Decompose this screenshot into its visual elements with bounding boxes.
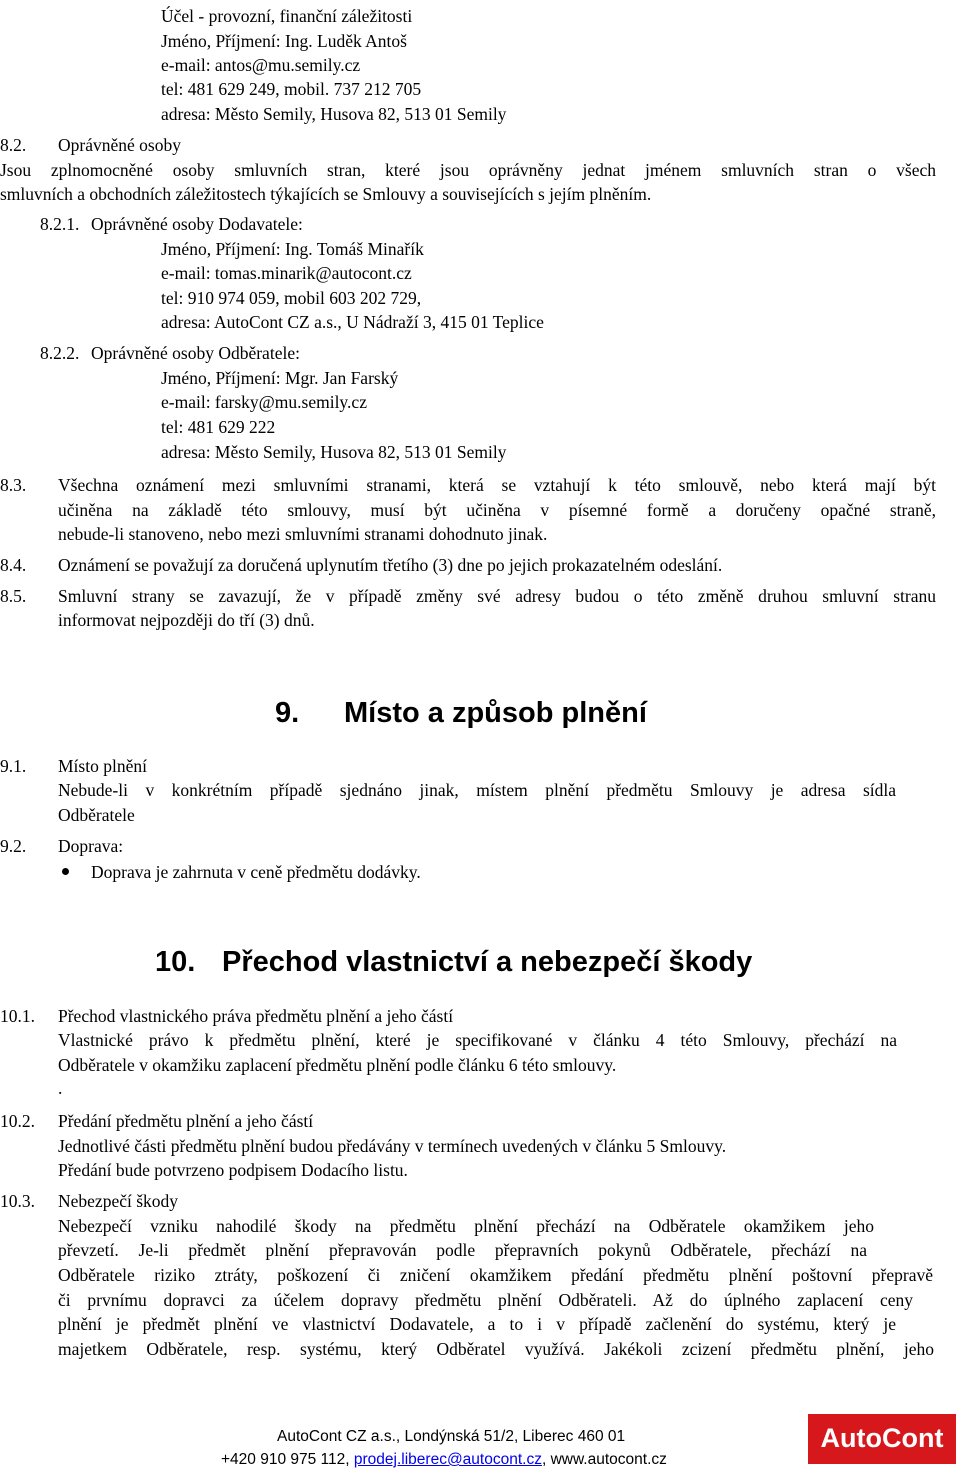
section-title: Přechod vlastnického práva předmětu plnění a jeho částí [58, 1006, 454, 1026]
section-title: Místo plnění [58, 756, 147, 776]
supplier-contact-phone: tel: 910 974 059, mobil 603 202 729, [161, 288, 422, 308]
section-title: Oprávněné osoby [58, 135, 181, 155]
logo-text: AutoCont [820, 1423, 944, 1453]
paragraph-line: smluvních a obchodních záležitostech týkajících se Smlouvy a souvisejících s jejím plněním. [0, 184, 652, 204]
customer-contact-name: Jméno, Příjmení: Mgr. Jan Farský [161, 368, 399, 388]
paragraph-line: Oznámení se považují za doručená uplynutím třetího (3) dne po jejich prokazatelném odeslání. [58, 555, 723, 575]
paragraph-line: Vlastnické právo k předmětu plnění, které je specifikované v článku 4 této Smlouvy, přechází na [58, 1030, 897, 1050]
section-number: 10.1. [0, 1006, 35, 1026]
section-number: 10.3. [0, 1191, 35, 1211]
paragraph-line: . [58, 1078, 63, 1098]
paragraph-line: majetkem Odběratele, resp. systému, který Odběratel využívá. Jakékoli zcizení předmětu plnění, jeho [58, 1339, 934, 1359]
paragraph-line: Odběratele riziko ztráty, poškození či zničení okamžikem předání předmětu plnění poštovní přepravě [58, 1265, 933, 1285]
paragraph-line: Odběratele v okamžiku zaplacení předmětu plnění podle článku 6 této smlouvy. [58, 1055, 617, 1075]
section-title: Nebezpečí škody [58, 1191, 179, 1211]
paragraph-line: Jednotlivé části předmětu plnění budou předávány v termínech uvedených v článku 5 Smlouvy. [58, 1136, 727, 1156]
supplier-contact-name: Jméno, Příjmení: Ing. Tomáš Minařík [161, 239, 424, 259]
customer-contact-phone: tel: 481 629 222 [161, 417, 276, 437]
section-number: 10.2. [0, 1111, 35, 1131]
heading-10-number: 10. [155, 946, 196, 978]
paragraph-line: Jsou zplnomocněné osoby smluvních stran, které jsou oprávněny jednat jménem smluvních stran o všech [0, 160, 936, 180]
paragraph-line: informovat nejpozději do tří (3) dnů. [58, 610, 315, 630]
bullet-icon [62, 868, 69, 875]
contact-name: Jméno, Příjmení: Ing. Luděk Antoš [161, 31, 407, 51]
subsection-title: Oprávněné osoby Odběratele: [91, 343, 300, 363]
heading-10-title: Přechod vlastnictví a nebezpečí škody [222, 946, 753, 978]
bullet-item: Doprava je zahrnuta v ceně předmětu dodávky. [91, 862, 421, 882]
section-number: 9.2. [0, 836, 27, 856]
section-title: Doprava: [58, 836, 124, 856]
supplier-contact-address: adresa: AutoCont CZ a.s., U Nádraží 3, 415 01 Teplice [161, 312, 544, 332]
section-number: 8.4. [0, 555, 27, 575]
contact-phone: tel: 481 629 249, mobil. 737 212 705 [161, 79, 422, 99]
autocont-logo [808, 1414, 956, 1464]
paragraph-line: nebude-li stanoveno, nebo mezi smluvními stranami dohodnuto jinak. [58, 524, 548, 544]
section-title: Předání předmětu plnění a jeho částí [58, 1111, 314, 1131]
subsection-number: 8.2.1. [40, 214, 80, 234]
paragraph-line: či prvnímu dopravci za účelem dopravy předmětu plnění Odběrateli. Až do úplného zaplacení ceny [58, 1290, 913, 1310]
contact-address: adresa: Město Semily, Husova 82, 513 01 Semily [161, 104, 507, 124]
supplier-contact-email: e-mail: tomas.minarik@autocont.cz [161, 263, 412, 283]
footer-email-link[interactable]: prodej.liberec@autocont.cz [353, 1451, 542, 1468]
heading-9-number: 9. [275, 697, 300, 729]
section-number: 8.5. [0, 586, 27, 606]
footer-company-address: AutoCont CZ a.s., Londýnská 51/2, Liberec 460 01 [277, 1428, 626, 1445]
paragraph-line: Nebezpečí vzniku nahodilé škody na předmětu plnění přechází na Odběratele okamžikem jeho [58, 1216, 874, 1236]
subsection-title: Oprávněné osoby Dodavatele: [91, 214, 303, 234]
paragraph-line: Všechna oznámení mezi smluvními stranami, která se vztahují k této smlouvě, nebo která mají být [58, 475, 936, 495]
subsection-number: 8.2.2. [40, 343, 80, 363]
contact-purpose: Účel - provozní, finanční záležitosti [161, 6, 413, 26]
contact-email: e-mail: antos@mu.semily.cz [161, 55, 361, 75]
paragraph-line: převzetí. Je-li předmět plnění přepravován podle přepravních pokynů Odběratele, přechází na [58, 1240, 867, 1260]
section-number: 8.3. [0, 475, 27, 495]
paragraph-line: učiněna na základě této smlouvy, musí být učiněna v písemné formě a doručeny opačné straně, [58, 500, 936, 520]
footer-contact [221, 1450, 667, 1470]
footer-web: , www.autocont.cz [541, 1451, 667, 1468]
section-number: 8.2. [0, 135, 27, 155]
customer-contact-email: e-mail: farsky@mu.semily.cz [161, 392, 367, 412]
paragraph-line: Nebude-li v konkrétním případě sjednáno jinak, místem plnění předmětu Smlouvy je adresa sídla [58, 780, 896, 800]
heading-9-title: Místo a způsob plnění [344, 697, 647, 729]
paragraph-line: plnění je předmět plnění ve vlastnictví Dodavatele, a to i v případě začlenění do systému, který je [58, 1314, 896, 1334]
footer-phone: +420 910 975 112, [221, 1451, 354, 1468]
paragraph-line: Předání bude potvrzeno podpisem Dodacího listu. [58, 1160, 408, 1180]
paragraph-line: Odběratele [58, 805, 135, 825]
paragraph-line: Smluvní strany se zavazují, že v případě změny své adresy budou o této změně druhou smluvní stranu [58, 586, 936, 606]
section-number: 9.1. [0, 756, 27, 776]
customer-contact-address: adresa: Město Semily, Husova 82, 513 01 Semily [161, 442, 507, 462]
